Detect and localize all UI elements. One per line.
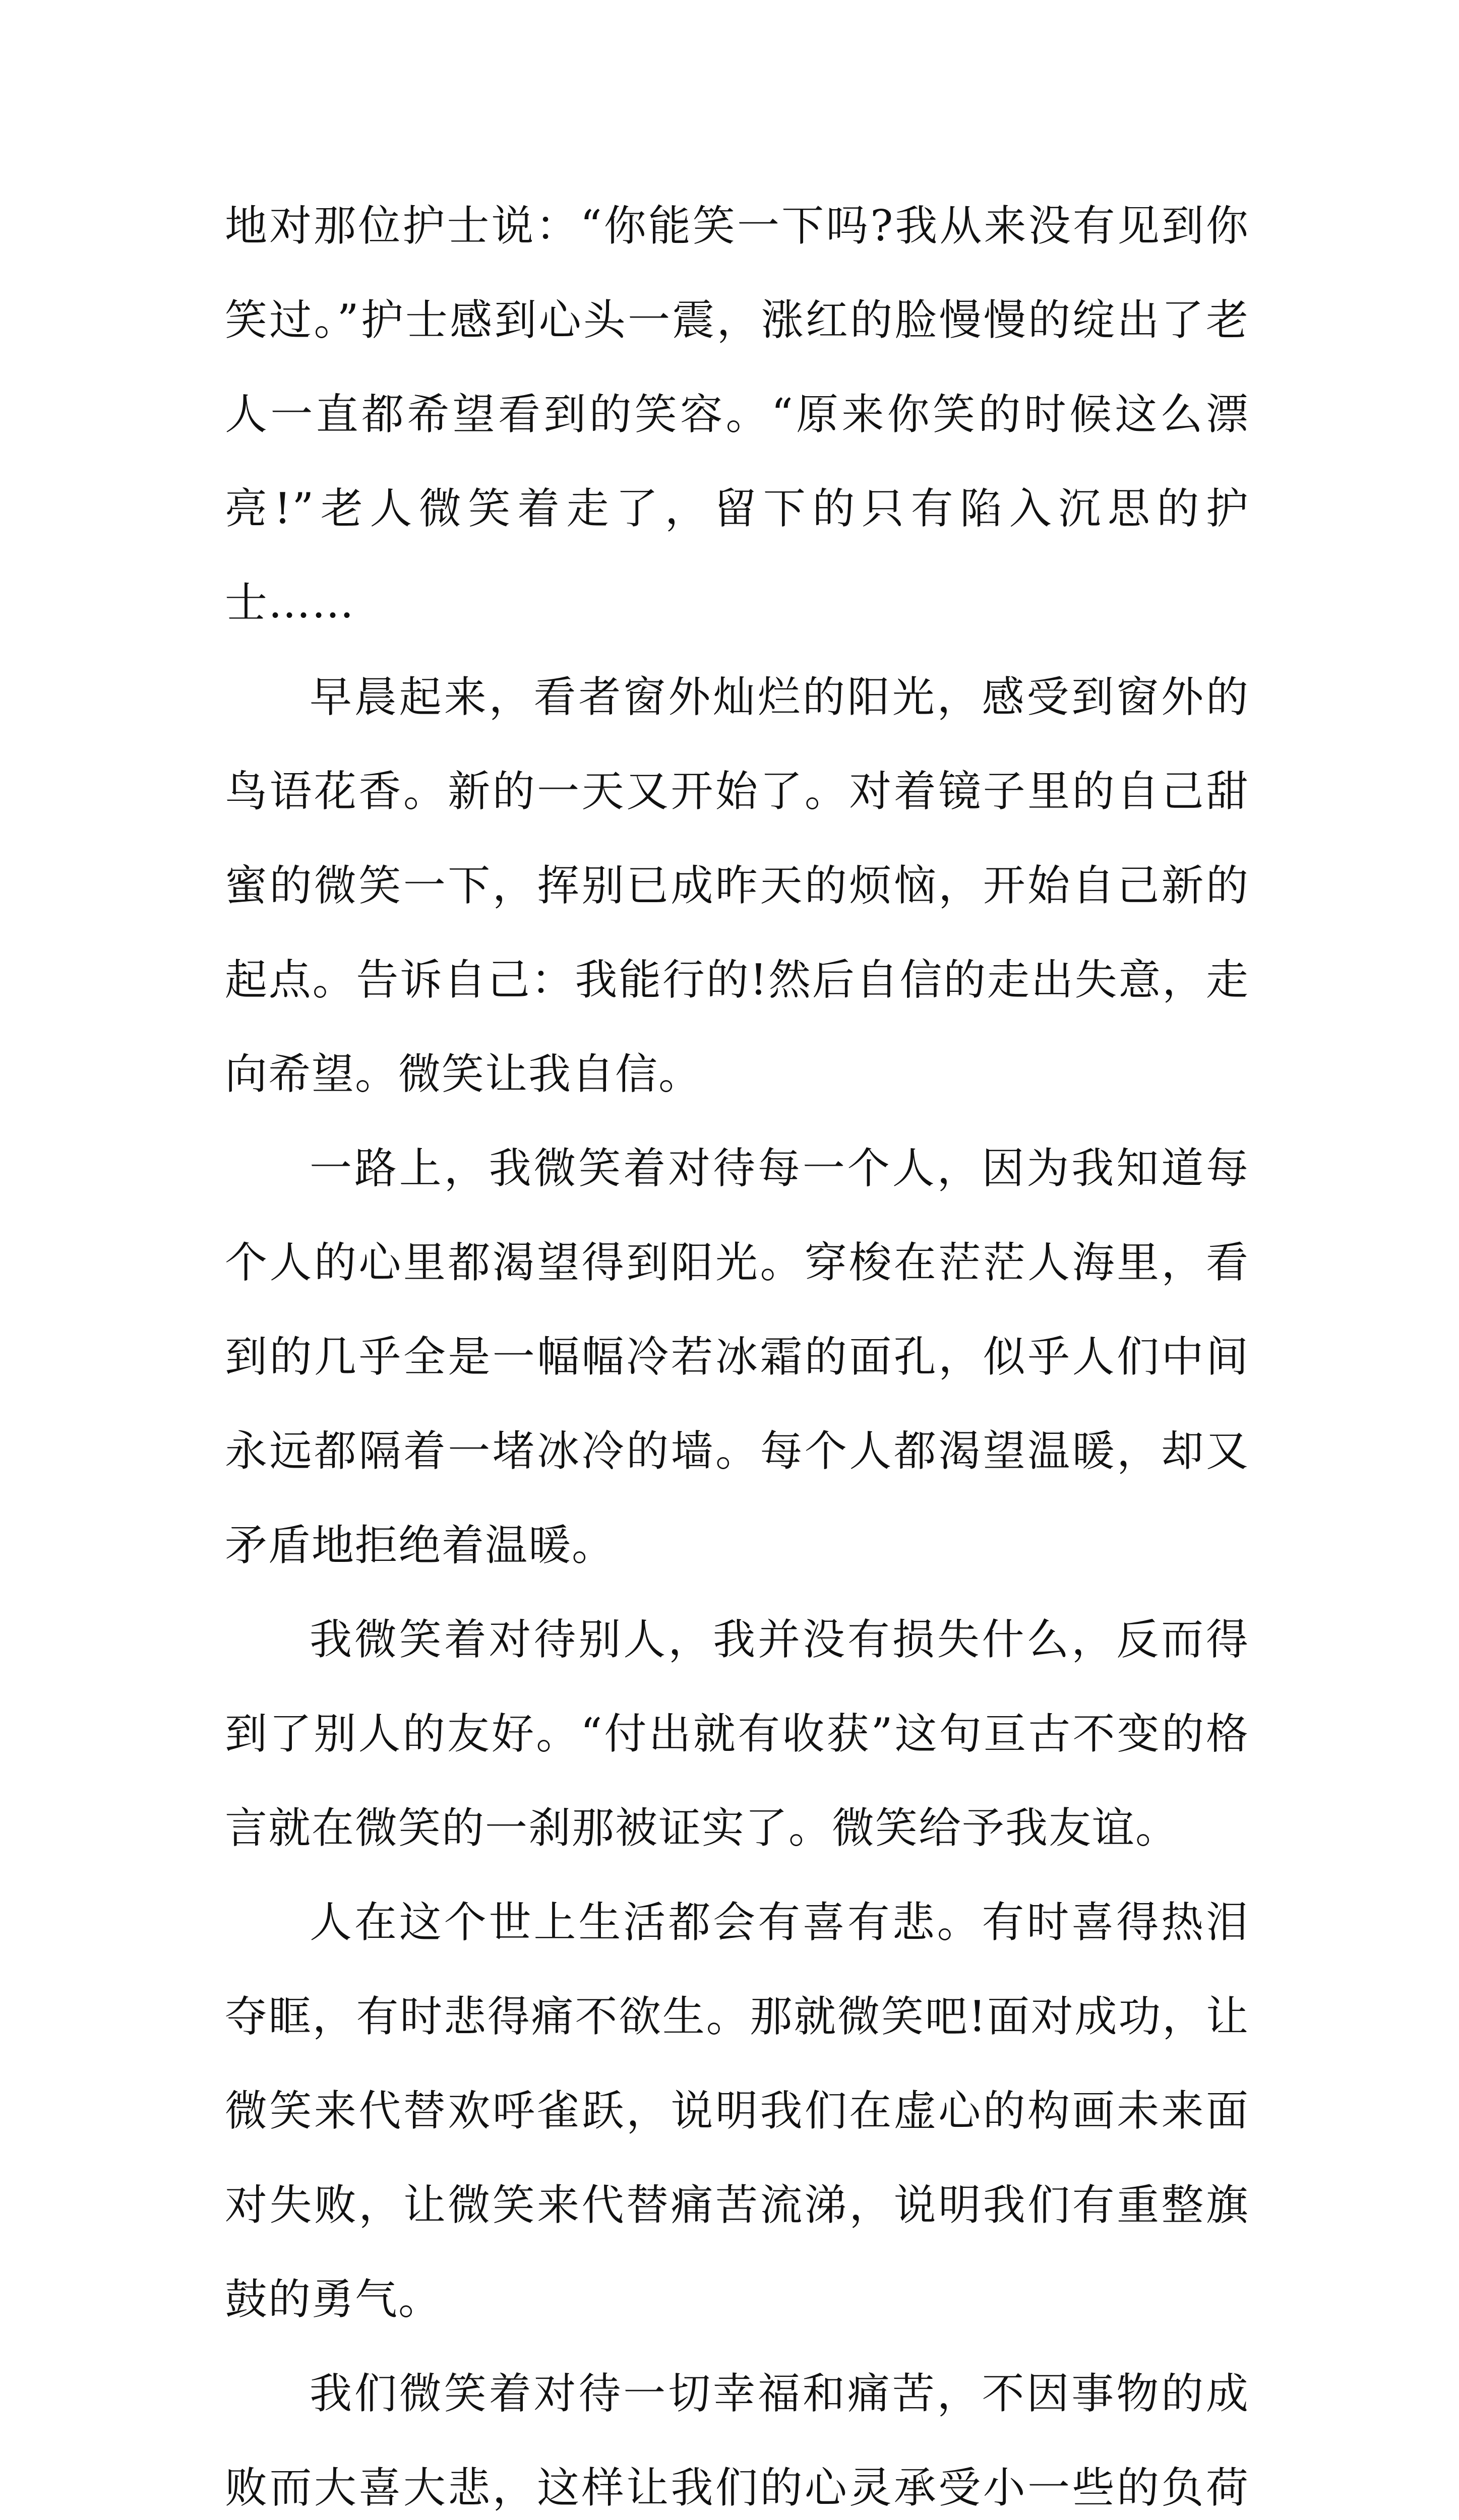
paragraph-continued: 地对那位护士说：“你能笑一下吗?我从来没有见到你笑过。”护士感到心头一震，涨红的脸慢慢的绽出了老人一直都希望看到的笑容。“原来你笑的时候这么漂亮!”老人微笑着走了，留下的只有陷入沉思的护士……	[225, 201, 1249, 627]
paragraph-spring: 我们微笑着对待一切幸福和痛苦，不因事物的成败而大喜大悲，这样让我们的心灵承受小一些的负荷	[225, 2369, 1249, 2512]
paragraph-morning: 早晨起来，看者窗外灿烂的阳光，感受到窗外的鸟语花香。新的一天又开始了。对着镜子里的自己甜蜜的微笑一下，挥别已成昨天的烦恼，开始自己新的起点。告诉自己：我能行的!然后自信的走出失意，走向希望。微笑让我自信。	[225, 672, 1249, 1099]
body-text	[225, 179, 1249, 2520]
paragraph-on-the-road: 一路上，我微笑着对待每一个人，因为我知道每个人的心里都渴望得到阳光。穿梭在茫茫人海里，看到的几乎全是一幅幅冷若冰霜的面孔，似乎人们中间永远都隔着一堵冰冷的墙。每个人都渴望温暖，却又矛盾地拒绝着温暖。	[225, 1144, 1249, 1570]
paragraph-friendship: 我微笑着对待别人，我并没有损失什么，反而得到了别人的友好。“付出就有收获”这句亘古不变的格言就在微笑的一刹那被证实了。微笑给予我友谊。	[225, 1615, 1249, 1853]
paragraph-joy-and-sorrow: 人在这个世上生活都会有喜有悲。有时喜得热泪夺眶，有时悲得痛不欲生。那就微笑吧!面对成功，让微笑来代替欢呼雀跃，说明我们在虚心的构画未来面对失败，让微笑来代替痛苦流涕，说明我们有重整旗鼓的勇气。	[225, 1898, 1249, 2324]
